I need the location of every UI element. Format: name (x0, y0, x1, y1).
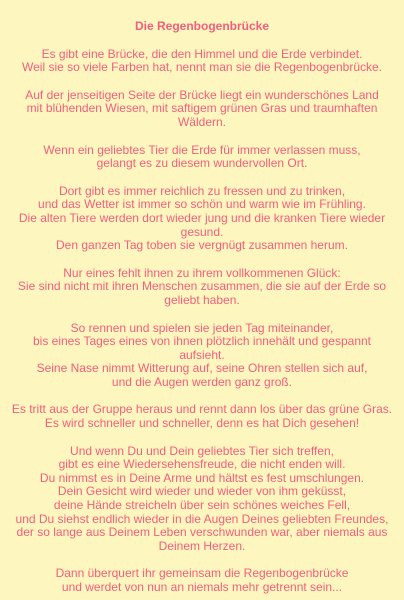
poem-line: Sie sind nicht mit ihren Menschen zusammen, die sie auf der Erde so (17, 279, 387, 294)
poem-line: Es tritt aus der Gruppe heraus und rennt dann los über das grüne Gras. (11, 402, 393, 417)
poem-line: gesund. (180, 224, 224, 239)
poem-line: und das Wetter ist immer so schön und warm wie im Frühling. (38, 197, 366, 212)
poem-line: Seine Nase nimmt Witterung auf, seine Ohren stellen sich auf, (36, 361, 368, 376)
poem-line: der so lange aus Deinem Leben verschwunden war, aber niemals aus (16, 525, 388, 540)
poem-line: Deinem Herzen. (158, 538, 246, 553)
poem-line: bis eines Tages eines von ihnen plötzlich innehält und gespannt (32, 334, 372, 349)
stanza-1 (0, 48, 404, 75)
poem-line: Du nimmst es in Deine Arme und hältst es fest umschlungen. (39, 470, 365, 485)
poem-line: Den ganzen Tag toben sie vergnügt zusammen herum. (56, 238, 348, 253)
poem-line: Dein Gesicht wird wieder und wieder von ihm geküsst, (57, 484, 347, 499)
stanza-3 (0, 144, 404, 171)
stanza-7 (0, 403, 404, 430)
poem-line: geliebt haben. (164, 292, 240, 307)
poem-line: Auf der jenseitigen Seite der Brücke liegt ein wunderschönes Land (25, 87, 379, 102)
poem-line: und werdet von nun an niemals mehr getrennt sein... (61, 580, 343, 594)
poem-line: gibt es eine Wiedersehensfreude, die nicht enden will. (58, 457, 346, 472)
poem-line: Die alten Tiere werden dort wieder jung und die kranken Tiere wieder (18, 210, 386, 225)
poem-line: deine Hände streicheln über sein schönes weiches Fell, (53, 498, 351, 513)
poem-line: Es wird schneller und schneller, denn es hat Dich gesehen! (44, 416, 360, 431)
stanza-2 (0, 89, 404, 130)
poem-line: Weil sie so viele Farben hat, nennt man sie die Regenbogenbrücke. (22, 60, 382, 75)
poem-line: und Du siehst endlich wieder in die Augen Deines geliebten Freundes, (15, 511, 389, 526)
stanza-6 (0, 322, 404, 390)
poem-line: Nur eines fehlt ihnen zu ihrem vollkommenen Glück: (63, 265, 341, 280)
poem-line: Dann überquert ihr gemeinsam die Regenbogenbrücke (55, 566, 349, 581)
poem-line: Dort gibt es immer reichlich zu fressen und zu trinken, (58, 183, 346, 198)
poem-line: aufsieht. (179, 347, 225, 362)
poem-line: Es gibt eine Brücke, die den Himmel und die Erde verbindet. (41, 46, 363, 61)
poem-line: Wenn ein geliebtes Tier die Erde für immer verlassen muss, (43, 142, 361, 157)
poem-title: Die Regenbogenbrücke (134, 19, 270, 33)
poem-line: Wäldern. (177, 114, 227, 129)
stanza-4 (0, 185, 404, 253)
stanza-5 (0, 267, 404, 308)
stanza-8 (0, 445, 404, 554)
poem-line: und die Augen werden ganz groß. (111, 374, 293, 389)
poem-line: So rennen und spielen sie jeden Tag miteinander, (70, 320, 334, 335)
poem-line: mit blühenden Wiesen, mit saftigem grünen Gras und traumhaften (26, 101, 378, 116)
stanza-9 (0, 567, 404, 594)
poem-line: gelangt es zu diesem wundervollen Ort. (96, 156, 308, 171)
poem-line: Und wenn Du und Dein geliebtes Tier sich treffen, (70, 443, 334, 458)
